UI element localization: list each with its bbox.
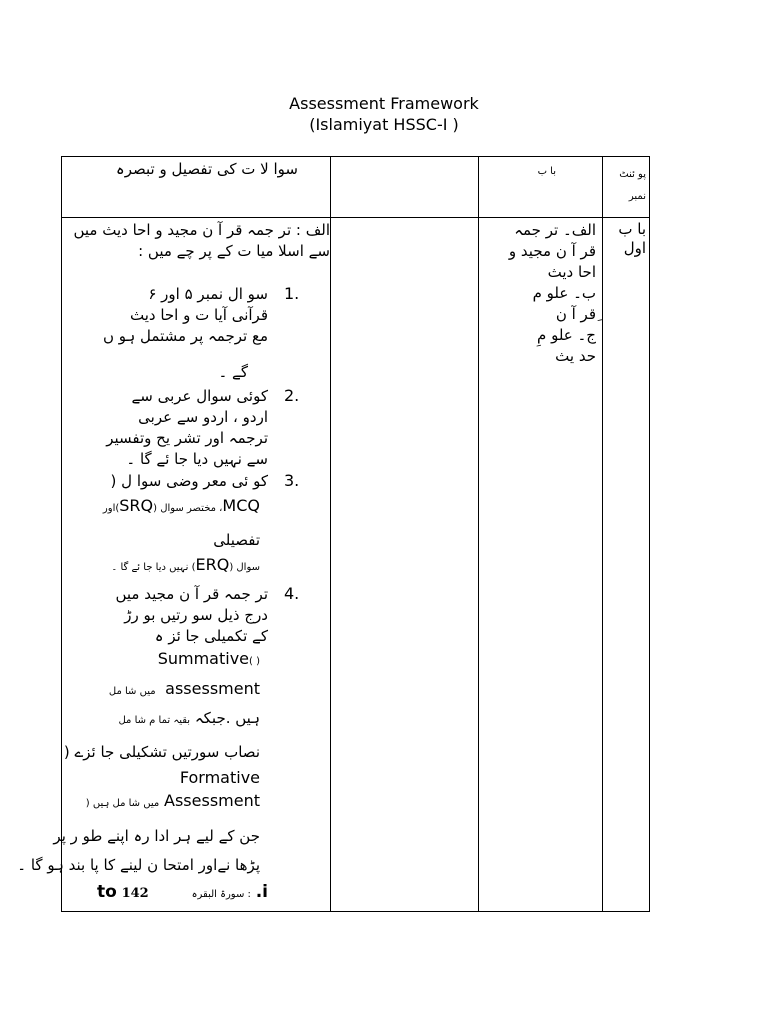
list-item <box>68 386 268 470</box>
item-line: پڑھا نےاور امتحا ن لینے کا پا بند ہو گا ۔ <box>17 856 260 874</box>
erq-pre: سوال ( <box>229 562 260 573</box>
item-line: اردو ، اردو سے عربی <box>138 408 268 426</box>
topic-line: ب۔ علو م <box>532 284 596 302</box>
header-points-line: پو ئنٹ <box>619 169 646 180</box>
intro-text: الف : تر جمہ قر آ ن مجید و احا دیث میں سے اسلا میا ت کے پر چے میں : <box>73 221 330 260</box>
list-item <box>68 284 268 347</box>
formative-assessment-text: Assessment <box>164 791 260 810</box>
item-number: 1. <box>284 284 300 303</box>
topic-line: احا دیث <box>547 263 596 281</box>
item-line: نصاب سورتیں تشکیلی جا ئزے ( <box>63 743 260 761</box>
item-line: گے ۔ <box>218 363 248 381</box>
table-header-divider <box>61 217 650 218</box>
item-line: کو ئی معر وضی سوا ل ( <box>110 472 268 490</box>
item-line: مع ترجمہ پر مشتمل ہو ں <box>102 327 268 345</box>
list-item <box>68 471 268 492</box>
item-line: Formative <box>179 768 260 787</box>
table-border-right <box>649 156 650 912</box>
hain-text: ہیں .جبکہ <box>194 709 260 727</box>
topic-line: الف۔ تر جمہ <box>514 221 596 239</box>
topic-line: حد یث <box>555 347 596 365</box>
erq-tail: ) نہیں دیا جا ئے گا ۔ <box>111 562 196 573</box>
item-number: 3. <box>284 471 300 490</box>
assessment-text: assessment <box>165 679 260 698</box>
item-line: سے نہیں دیا جا ئے گا ۔ <box>126 450 268 468</box>
item-line <box>60 554 260 578</box>
header-chapter: با ب <box>537 166 556 177</box>
item-number: 2. <box>284 386 300 405</box>
item-line: تر جمہ قر آ ن مجید میں <box>115 585 268 603</box>
header-points <box>606 164 646 208</box>
item-line: کوئی سوال عربی سے <box>131 387 268 405</box>
table-border-bottom <box>61 911 650 912</box>
topics-list <box>478 220 596 367</box>
chapter-name <box>602 220 646 258</box>
topic-line: ج۔ علو مِ <box>537 326 596 344</box>
summative-tail: ( ) <box>249 656 260 667</box>
item-line <box>60 495 260 519</box>
table-col-divider-3 <box>602 156 603 912</box>
erq-text: ERQ <box>195 555 230 574</box>
item-number: 4. <box>284 584 300 603</box>
item-line: قرآنی آیا ت و احا دیث <box>129 306 268 324</box>
roman-marker: .i <box>255 882 268 902</box>
topic-line: ِقر آ ن <box>555 305 596 323</box>
table-border-left <box>61 156 62 912</box>
item-line: درج ذیل سو رتیں بو رڑ <box>124 606 268 624</box>
item-line: جن کے لیے ہر ادا رہ اپنے طو ر پر <box>53 827 260 845</box>
topic-line: قر آ ن مجید و <box>508 242 596 260</box>
assess-tail: میں شا مل <box>108 686 156 697</box>
item-line: سو ال نمبر ۵ اور ۶ <box>148 285 268 303</box>
item-line: کے تکمیلی جا ئز ہ <box>154 627 268 645</box>
table-border-top <box>61 156 650 157</box>
sura-label: سورۃ البقرہ : <box>191 889 251 900</box>
table-col-divider-1 <box>330 156 331 912</box>
verse-number: 142 <box>121 886 149 901</box>
mcq-text: MCQ <box>222 496 260 515</box>
list-item <box>68 584 268 647</box>
to-text: to <box>97 882 117 902</box>
header-details: سوا لا ت کی تفصیل و تبصرہ <box>115 160 298 178</box>
item-line <box>60 708 260 731</box>
item-line: ترجمہ اور تشر یح وتفسیر <box>106 429 268 447</box>
item-line <box>68 882 268 905</box>
summative-text: Summative <box>157 649 250 668</box>
chapter-name-line: با ب <box>618 220 646 238</box>
item-line <box>86 790 260 814</box>
formative-tail: ) میں شا مل ہیں <box>85 798 160 809</box>
item-line <box>109 678 260 702</box>
srq-text: SRQ <box>119 496 154 515</box>
header-points-line: نمبر <box>628 191 646 202</box>
page-title: Assessment Framework <box>289 94 479 113</box>
chapter-name-line: اول <box>623 239 646 257</box>
item-line: تفصیلی <box>213 531 260 549</box>
page-subtitle: (Islamiyat HSSC-I ) <box>309 115 459 134</box>
item-line <box>158 648 260 672</box>
mcq-tail: ، مختصر سوال ( <box>153 503 223 514</box>
baqia-text: بقیہ تما م شا مل <box>118 715 191 726</box>
srq-tail: )اور <box>102 503 120 514</box>
